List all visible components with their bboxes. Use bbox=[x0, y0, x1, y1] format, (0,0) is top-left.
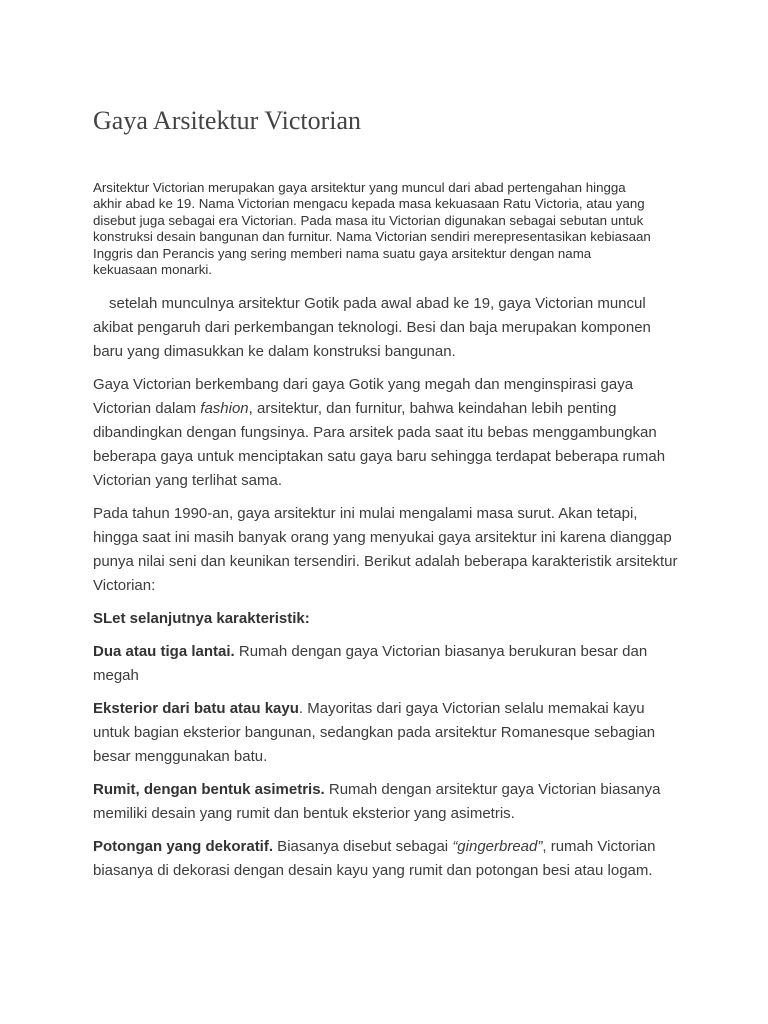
subheading-text: SLet selanjutnya karakteristik: bbox=[93, 610, 310, 627]
characteristic-text-part-2: , rumah Victorian biasanya di dekorasi dengan desain kayu yang rumit dan potongan besi atau logam. bbox=[93, 838, 656, 879]
paragraph-3: Pada tahun 1990-an, gaya arsitektur ini mulai mengalami masa surut. Akan tetapi, hingga saat ini masih banyak orang yang menyukai gaya arsitektur ini karena dianggap punya nilai seni dan keunikan tersendiri. Berikut adalah beberapa karakteristik arsitektur Victorian: bbox=[93, 505, 678, 594]
paragraph-2-part-2: , arsitektur, dan furnitur, bahwa keindahan lebih penting dibandingkan dengan fungsinya. Para arsitek pada saat itu bebas menggambungkan beberapa gaya untuk menciptakan satu gaya baru sehingga terdapat beberapa rumah Victorian yang terlihat sama. bbox=[93, 400, 666, 489]
characteristic-text: Rumah dengan arsitektur gaya Victorian biasanya memiliki desain yang rumit dan bentuk eksterior yang asimetris. bbox=[93, 781, 661, 822]
characteristic-title: Potongan yang dekoratif. bbox=[93, 838, 274, 855]
document-body bbox=[93, 292, 683, 892]
subheading bbox=[93, 607, 683, 631]
characteristic-text: Rumah dengan gaya Victorian biasanya berukuran besar dan megah bbox=[93, 643, 648, 684]
characteristic-text-part-1: Biasanya disebut sebagai bbox=[273, 838, 453, 855]
characteristic-item bbox=[93, 640, 683, 688]
characteristic-title: Rumit, dengan bentuk asimetris. bbox=[93, 781, 325, 798]
paragraph-2 bbox=[93, 373, 683, 493]
paragraph-2-part-1: Gaya Victorian berkembang dari gaya Gotik yang megah dan menginspirasi gaya Victorian dalam bbox=[93, 376, 634, 417]
characteristic-item bbox=[93, 835, 683, 883]
characteristic-item bbox=[93, 778, 683, 826]
characteristic-text: . Mayoritas dari gaya Victorian selalu memakai kayu untuk bagian eksterior bangunan, sedangkan pada arsitektur Romanesque sebagian besar menggunakan batu. bbox=[93, 700, 656, 765]
intro-paragraph: Arsitektur Victorian merupakan gaya arsitektur yang muncul dari abad pertengahan hingga akhir abad ke 19. Nama Victorian mengacu kepada masa kekuasaan Ratu Victoria, atau yang disebut juga sebagai era Victorian. Pada masa itu Victorian digunakan sebagai sebutan untuk konstruksi desain bangunan dan furnitur. Nama Victorian sendiri merepresentasikan kebiasaan Inggris dan Perancis yang sering memberi nama suatu gaya arsitektur dengan nama kekuasaan monarki. bbox=[93, 180, 651, 278]
paragraph-1: setelah munculnya arsitektur Gotik pada awal abad ke 19, gaya Victorian muncul akibat pengaruh dari perkembangan teknologi. Besi dan baja merupakan komponen baru yang dimasukkan ke dalam konstruksi bangunan. bbox=[93, 295, 651, 360]
fashion-emphasis: fashion bbox=[200, 400, 249, 417]
characteristic-item bbox=[93, 697, 683, 769]
document-title: Gaya Arsitektur Victorian bbox=[93, 106, 361, 135]
characteristic-title: Eksterior dari batu atau kayu bbox=[93, 700, 299, 717]
gingerbread-emphasis: “gingerbread” bbox=[452, 838, 543, 855]
characteristic-title: Dua atau tiga lantai. bbox=[93, 643, 235, 660]
